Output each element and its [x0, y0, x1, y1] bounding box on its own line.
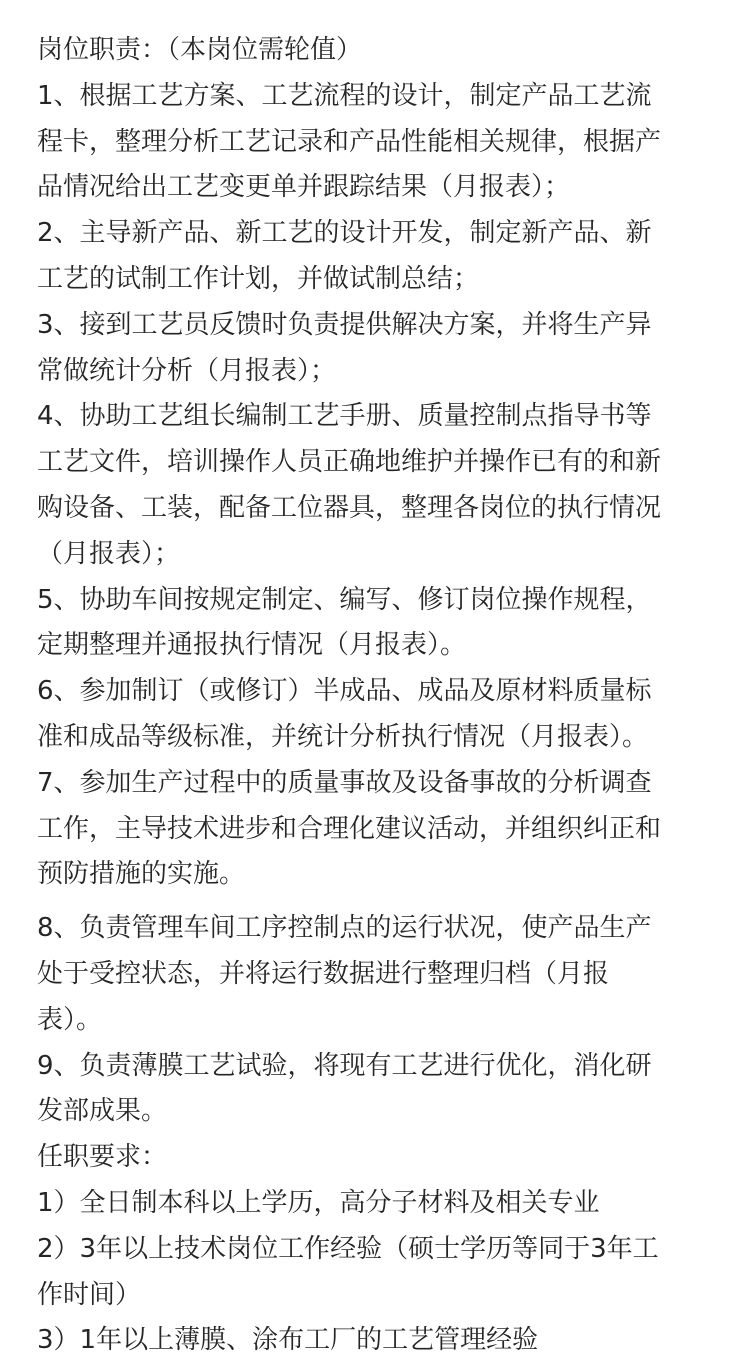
duty-item-7-line-3: 预防措施的实施。 [37, 859, 246, 890]
requirement-item-3-line-1: 3）1年以上薄膜、涂布工厂的工艺管理经验 [37, 1325, 539, 1356]
requirements-heading: 任职要求： [37, 1142, 168, 1173]
requirement-item-3 [37, 1318, 717, 1364]
requirement-item-1-line-1: 1）全日制本科以上学历，高分子材料及相关专业 [37, 1187, 600, 1218]
paragraph-gap [37, 898, 717, 906]
duty-item-2 [37, 211, 717, 303]
duty-item-7-line-1: 7、参加生产过程中的质量事故及设备事故的分析调查 [37, 767, 652, 798]
duty-item-6-line-1: 6、参加制订（或修订）半成品、成品及原材料质量标 [37, 676, 652, 707]
duty-item-4-line-4: （月报表）； [37, 538, 181, 569]
duty-item-8 [37, 906, 717, 1043]
duty-item-3-line-1: 3、接到工艺员反馈时负责提供解决方案，并将生产异 [37, 309, 652, 340]
requirement-item-2-line-1: 2）3年以上技术岗位工作经验（硕士学历等同于3年工 [37, 1233, 659, 1264]
duty-item-5-line-1: 5、协助车间按规定制定、编写、修订岗位操作规程， [37, 584, 652, 615]
duty-item-9-line-1: 9、负责薄膜工艺试验，将现有工艺进行优化，消化研 [37, 1050, 652, 1081]
duty-item-9-line-2: 发部成果。 [37, 1096, 168, 1127]
duty-item-6-line-2: 准和成品等级标准，并统计分析执行情况（月报表）。 [37, 721, 649, 752]
duty-item-4-line-2: 工艺文件，培训操作人员正确地维护并操作已有的和新 [37, 447, 662, 478]
duty-item-1-line-3: 品情况给出工艺变更单并跟踪结果（月报表）； [37, 172, 571, 203]
duty-item-5-line-2: 定期整理并通报执行情况（月报表）。 [37, 630, 467, 661]
duty-item-4 [37, 394, 717, 577]
duty-item-3-line-2: 常做统计分析（月报表）； [37, 355, 337, 386]
duty-item-4-line-1: 4、协助工艺组长编制工艺手册、质量控制点指导书等 [37, 401, 652, 432]
duty-item-7 [37, 761, 717, 898]
requirement-item-1 [37, 1181, 717, 1227]
job-description [37, 28, 717, 1364]
duty-item-8-line-1: 8、负责管理车间工序控制点的运行状况，使产品生产 [37, 913, 652, 944]
duties-heading: 岗位职责：（本岗位需轮值） [37, 35, 363, 65]
duty-item-1-line-1: 1、根据工艺方案、工艺流程的设计，制定产品工艺流 [37, 80, 652, 111]
duty-item-7-line-2: 工作，主导技术进步和合理化建议活动，并组织纠正和 [37, 813, 662, 844]
duty-item-8-line-2: 处于受控状态，并将运行数据进行整理归档（月报 [37, 958, 610, 989]
duty-item-2-line-1: 2、主导新产品、新工艺的设计开发，制定新产品、新 [37, 218, 652, 249]
duty-item-4-line-3: 购设备、工装，配备工位器具，整理各岗位的执行情况 [37, 492, 662, 523]
duty-item-2-line-2: 工艺的试制工作计划，并做试制总结； [37, 263, 480, 294]
duty-item-8-line-3: 表）。 [37, 1004, 103, 1035]
duty-item-9 [37, 1044, 717, 1136]
duty-item-3 [37, 303, 717, 395]
duty-item-1 [37, 74, 717, 211]
requirement-item-2 [37, 1227, 717, 1319]
requirement-item-2-line-2: 作时间） [37, 1279, 142, 1310]
duty-item-6 [37, 669, 717, 761]
duty-item-1-line-2: 程卡，整理分析工艺记录和产品性能相关规律，根据产 [37, 126, 662, 157]
duty-item-5 [37, 578, 717, 670]
